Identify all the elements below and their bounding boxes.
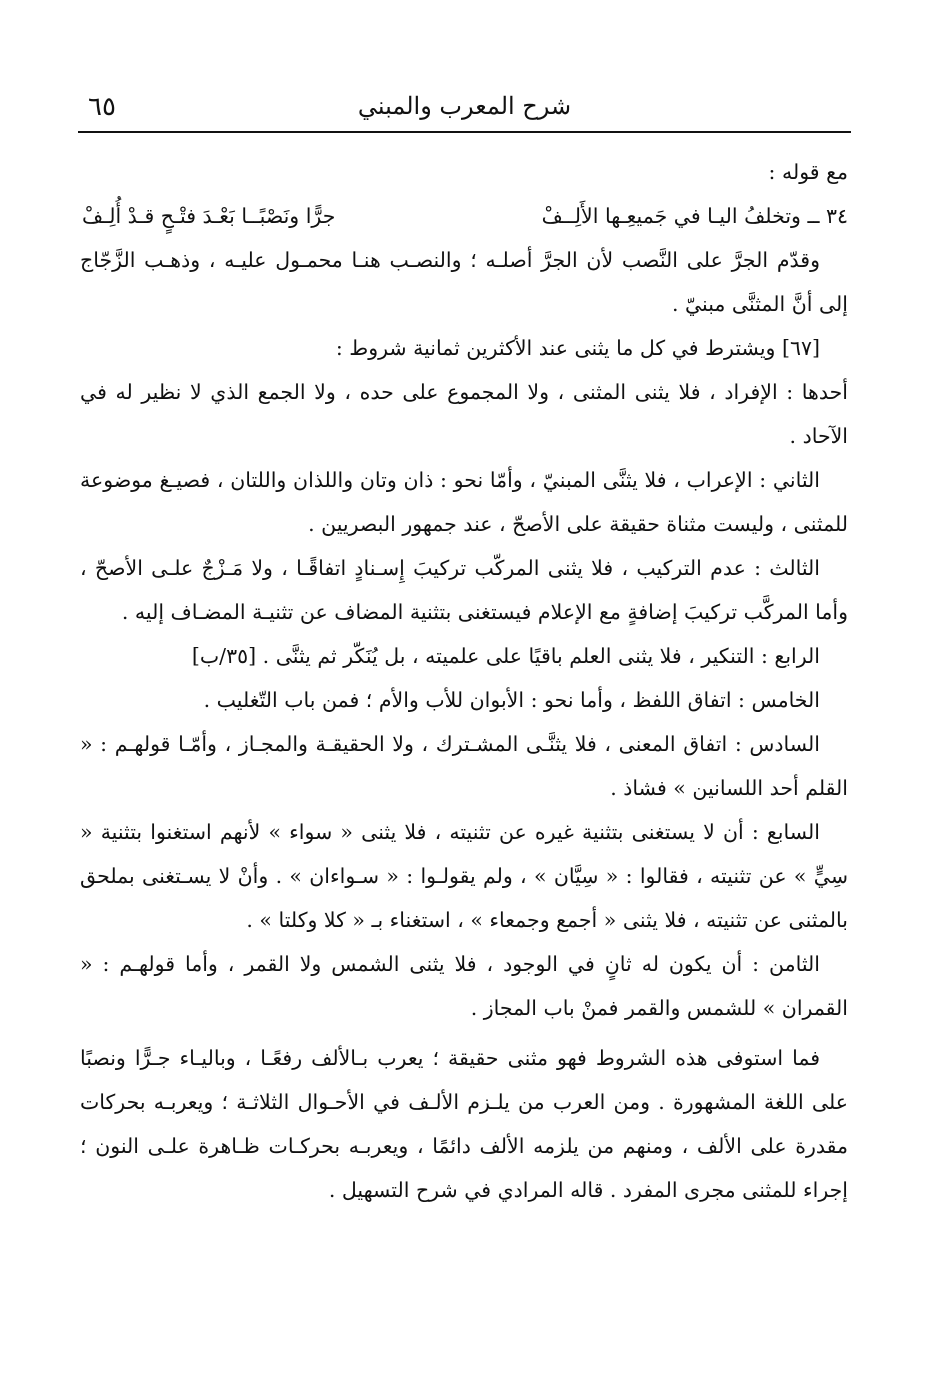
paragraph-conditions-heading: [٦٧] ويشترط في كل ما يثنى عند الأكثرين ثمانية شروط : (335, 336, 820, 360)
paragraph-condition-7: السابع : أن لا يستغنى بتثنية غيره عن تثنيته ، فلا يثنى « سواء » لأنهم استغنوا بتثنية « سِيٍّ » عن تثنيته ، فقالوا : « سِيَّان » ، ولم يقولـوا : « سـواءان » . وأنْ لا يسـتغنى بملحق بالمثنى عن تثنيته ، فلا يثنى « أجمع وجمعاء » ، استغناء بـ « كلا وكلتا » . (80, 820, 848, 932)
page-body (80, 150, 848, 1212)
intro-line: مع قوله : (768, 160, 848, 184)
verse-line (80, 194, 848, 238)
header-rule (78, 131, 851, 133)
page-header (78, 90, 851, 130)
paragraph-condition-6: السادس : اتفاق المعنى ، فلا يثنَّـى المشـترك ، ولا الحقيقـة والمجـاز ، وأمّـا قولهـم : « القلم أحد اللسانين » فشاذ . (80, 732, 848, 800)
paragraph-conclusion: فما استوفى هذه الشروط فهو مثنى حقيقة ؛ يعرب بـالألف رفعًـا ، وباليـاء جـرًّا ونصبًا على اللغة المشهورة . ومن العرب من يلـزم الألـف في الأحـوال الثلاثـة ؛ ويعربـه بحركات مقدرة على الألف ، ومنهم من يلزمه الألف دائمًا ، ويعربـه بحركـات ظـاهرة علـى النون ؛ إجراء للمثنى مجرى المفرد . قاله المرادي في شرح التسهيل . (80, 1046, 848, 1202)
verse-first-hemistich: ٣٤ ــ وتخلفُ اليـا في جَميعِـها الأَلِــفْ (541, 204, 848, 228)
verse-second-hemistich: جرًّا ونَصْبًــا بَعْـدَ فتْـحٍ قـدْ أُلِـفْ (82, 204, 336, 228)
page-number: ٦٥ (88, 92, 116, 122)
paragraph-condition-5: الخامس : اتفاق اللفظ ، وأما نحو : الأبوان للأب والأم ؛ فمن باب التّغليب . (203, 688, 820, 712)
paragraph-condition-1: أحدها : الإفراد ، فلا يثنى المثنى ، ولا المجموع على حده ، ولا الجمع الذي لا نظير له في الآحاد . (80, 380, 848, 448)
paragraph-condition-2: الثاني : الإعراب ، فلا يثنَّى المبنيّ ، وأمّا نحو : ذان وتان واللذان واللتان ، فصيـغ موضوعة للمثنى ، وليست مثناة حقيقة على الأصحّ ، عند جمهور البصريين . (80, 468, 848, 536)
paragraph-zajjaj: وقدّم الجرَّ على النَّصب لأن الجرَّ أصلـه ؛ والنصـب هنـا محمـول عليـه ، وذهـب الزَّجّاج إلى أنَّ المثنَّى مبنيّ . (80, 248, 848, 316)
paragraph-condition-4: الرابع : التنكير ، فلا يثنى العلم باقيًا على علميته ، بل يُنَكّر ثم يثنَّى . [٣٥/ب] (191, 644, 820, 668)
running-title: شرح المعرب والمبني (357, 92, 572, 120)
paragraph-condition-8: الثامن : أن يكون له ثانٍ في الوجود ، فلا يثنى الشمس ولا القمر ، وأما قولهـم : « القمران » للشمس والقمر فمنْ باب المجاز . (80, 952, 848, 1020)
paragraph-condition-3: الثالث : عدم التركيب ، فلا يثنى المركّب تركيبَ إِسـنادٍ اتفاقًـا ، ولا مَـزْجٌ علـى الأصحّ ، وأما المركَّب تركيبَ إضافةٍ مع الإعلام فيستغنى بتثنية المضاف عن تثنيـة المضـاف إليه . (80, 556, 848, 624)
